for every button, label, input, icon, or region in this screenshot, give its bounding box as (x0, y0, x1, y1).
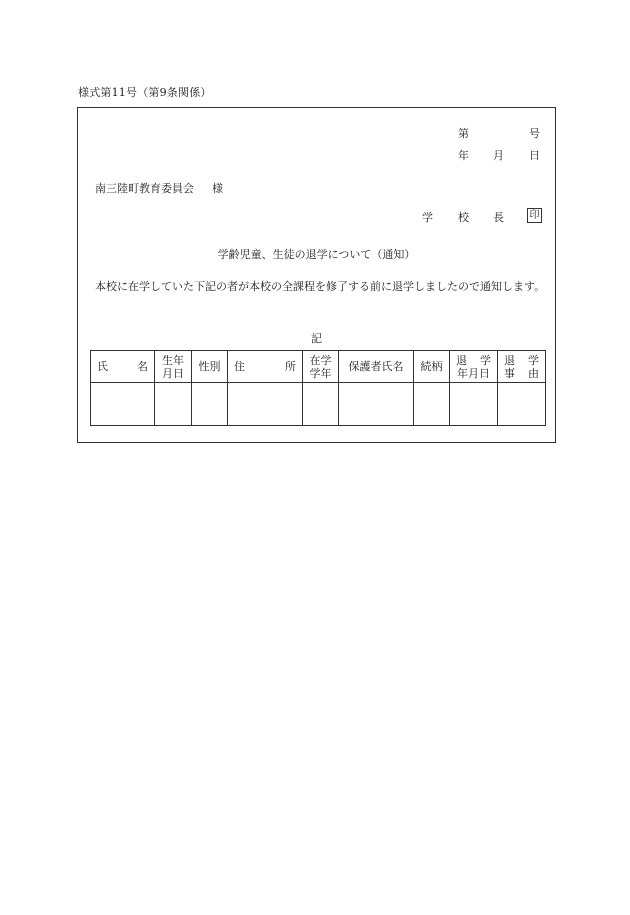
date-day: 日 (529, 149, 540, 162)
notification-form (77, 107, 556, 443)
sender-char-2: 校 (458, 211, 469, 224)
header-name: 氏 名 (91, 351, 155, 383)
header-birthdate: 生年 月日 (155, 351, 192, 383)
cell-address (228, 383, 303, 426)
header-row (91, 351, 546, 383)
header-address: 住 所 (228, 351, 303, 383)
cell-grade (303, 383, 339, 426)
header-withdrawal-reason: 退 学 事 由 (498, 351, 546, 383)
number-prefix: 第 (458, 127, 469, 140)
record-label: 記 (311, 332, 322, 345)
date-month: 月 (493, 149, 504, 162)
document-title: 学齢児童、生徒の退学について（通知） (217, 248, 416, 261)
header-relation: 続柄 (414, 351, 450, 383)
sender-char-3: 長 (493, 211, 504, 224)
body-text: 本校に在学していた下記の者が本校の全課程を修了する前に退学しましたので通知します。 (95, 280, 546, 293)
cell-withdrawal-reason (498, 383, 546, 426)
cell-sex (192, 383, 228, 426)
header-withdrawal-date: 退 学 年月日 (450, 351, 498, 383)
addressee-honorific: 様 (212, 182, 223, 195)
cell-guardian (339, 383, 414, 426)
sender-char-1: 学 (422, 211, 433, 224)
number-suffix: 号 (529, 127, 540, 140)
header-grade: 在学 学年 (303, 351, 339, 383)
date-year: 年 (458, 149, 469, 162)
header-guardian: 保護者氏名 (339, 351, 414, 383)
student-record-table (90, 350, 546, 426)
cell-name (91, 383, 155, 426)
table-row (91, 383, 546, 426)
seal-mark: 印 (527, 208, 542, 223)
cell-birthdate (155, 383, 192, 426)
cell-relation (414, 383, 450, 426)
cell-withdrawal-date (450, 383, 498, 426)
addressee-name: 南三陸町教育委員会 (95, 182, 194, 195)
header-sex: 性別 (192, 351, 228, 383)
form-number: 様式第11号（第9条関係） (78, 86, 212, 99)
